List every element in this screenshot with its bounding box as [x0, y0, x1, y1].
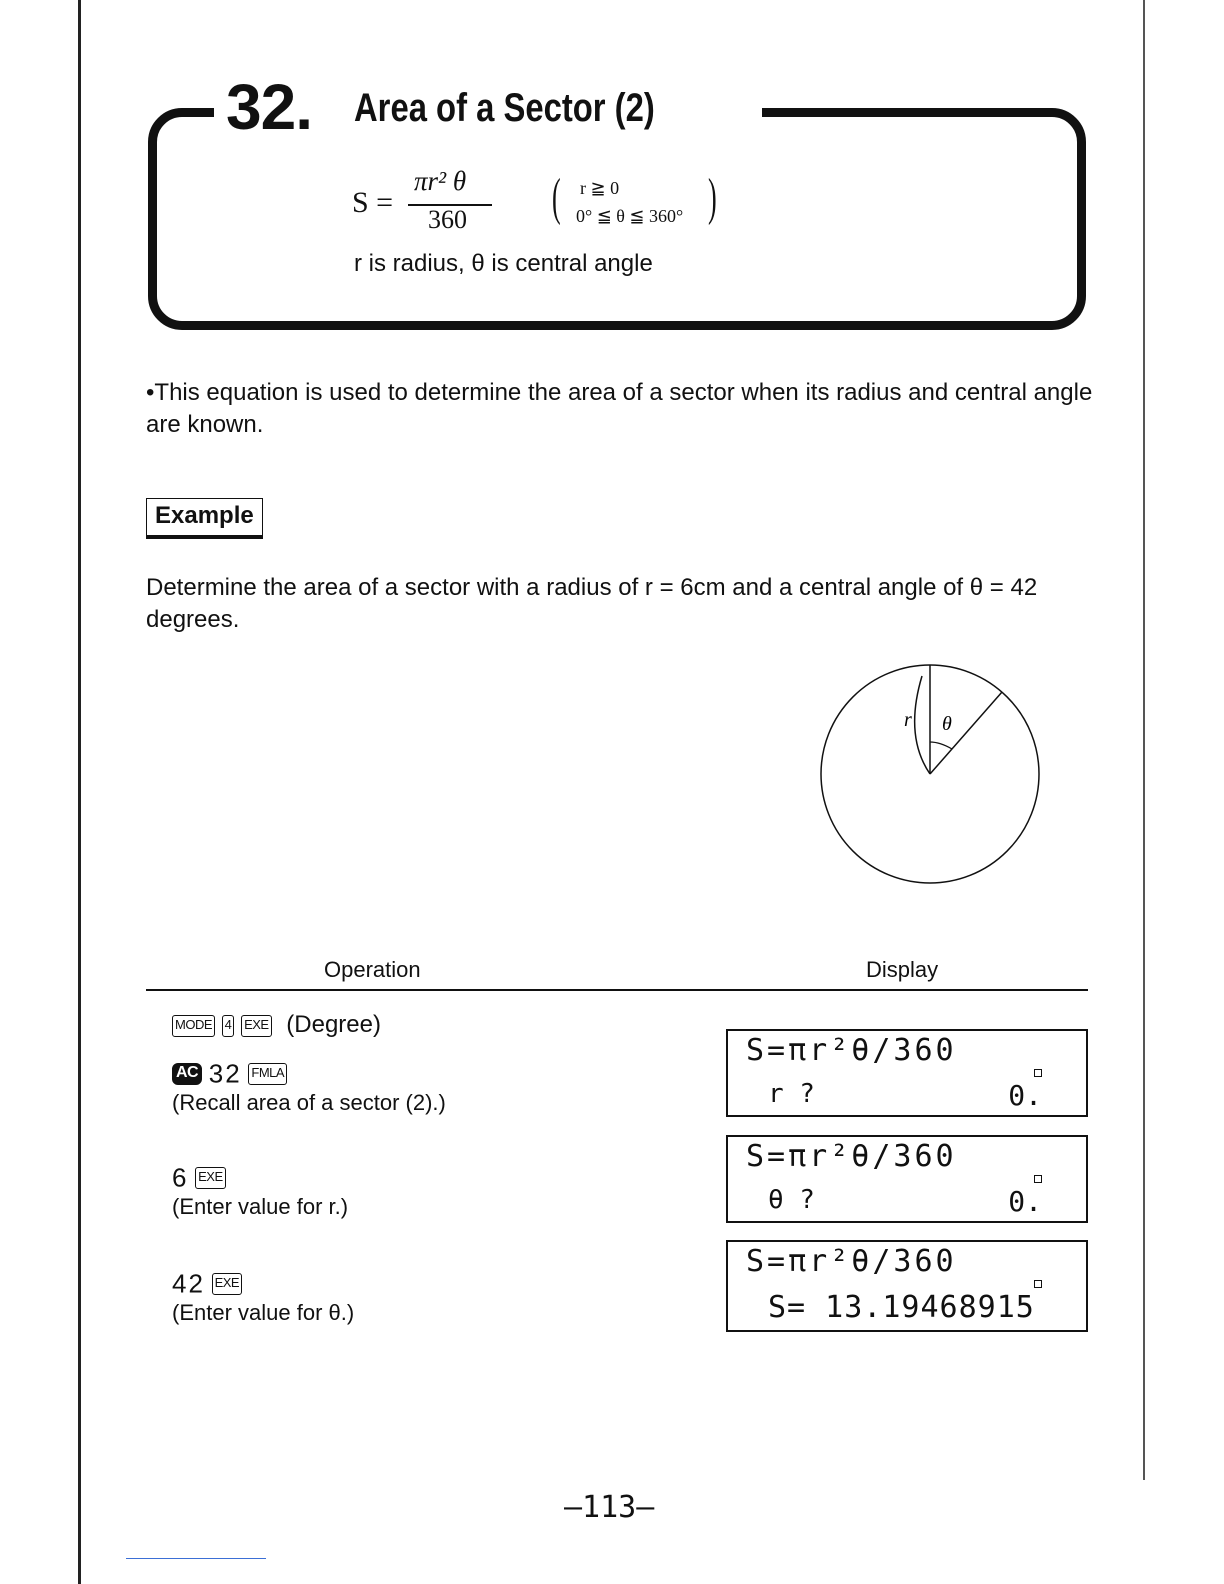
formula-note: r is radius, θ is central angle — [354, 250, 653, 277]
step-recall — [172, 1058, 446, 1117]
display-formula: S=πr²θ/360 — [746, 1139, 957, 1174]
example-label: Example — [146, 498, 263, 539]
display-value: 0. — [1008, 1185, 1042, 1218]
display-result: S= 13.19468915 — [768, 1290, 1035, 1325]
description-text: •This equation is used to determine the area of a sector when its radius and central angle are known. — [146, 379, 1093, 438]
right-margin-rule — [1143, 0, 1145, 1480]
ac-key: AC — [172, 1063, 202, 1085]
condition-radius: r ≧ 0 — [580, 178, 620, 198]
step-recall-note: (Recall area of a sector (2).) — [172, 1089, 446, 1115]
display-indicator-icon — [1034, 1280, 1042, 1288]
exe-key: EXE — [195, 1167, 226, 1189]
radius-brace — [915, 676, 930, 774]
operation-header: Operation — [324, 957, 421, 982]
step-degree-text: (Degree) — [286, 1011, 381, 1038]
bottom-edge-line — [126, 1558, 266, 1559]
display-value: 0. — [1008, 1079, 1042, 1112]
formula-denominator: 360 — [428, 205, 467, 234]
display-formula: S=πr²θ/360 — [746, 1033, 957, 1068]
display-indicator-icon — [1034, 1069, 1042, 1077]
condition-paren-right: ) — [708, 169, 717, 226]
left-margin-rule — [78, 0, 81, 1584]
table-header-rule — [146, 989, 1088, 991]
example-problem: Determine the area of a sector with a radius of r = 6cm and a central angle of θ = 42 degrees. — [146, 574, 1038, 633]
calculator-display-1 — [726, 1029, 1088, 1117]
radius-line-angled — [930, 692, 1002, 774]
display-indicator-icon — [1034, 1175, 1042, 1183]
display-prompt: r ? — [768, 1079, 815, 1109]
page-number: —113— — [564, 1490, 655, 1525]
angle-arc — [930, 742, 952, 749]
angle-label: θ — [942, 713, 952, 735]
section-number: 32. — [226, 71, 312, 143]
radius-entry: 6 — [172, 1162, 189, 1193]
formula-lhs: S = — [352, 186, 394, 219]
display-formula: S=πr²θ/360 — [746, 1244, 957, 1279]
step-degree — [172, 1010, 381, 1040]
step-angle-note: (Enter value for θ.) — [172, 1299, 355, 1325]
exe-key: EXE — [212, 1273, 243, 1295]
calculator-display-2 — [726, 1135, 1088, 1223]
step-radius-note: (Enter value for r.) — [172, 1193, 349, 1219]
display-prompt: θ ? — [768, 1185, 815, 1215]
condition-paren-left: ( — [552, 169, 561, 226]
exe-key: EXE — [241, 1015, 272, 1037]
radius-label: r — [904, 709, 912, 731]
sector-diagram — [812, 656, 1052, 896]
formula-numerator: πr² θ — [414, 166, 467, 196]
mode-key: MODE — [172, 1015, 215, 1037]
formula-number-entry: 32 — [208, 1058, 242, 1089]
fmla-key: FMLA — [248, 1063, 287, 1085]
step-enter-radius — [172, 1162, 348, 1221]
section-title: Area of a Sector (2) — [354, 86, 655, 130]
four-key: 4 — [222, 1015, 235, 1037]
calculator-display-3 — [726, 1240, 1088, 1332]
display-header: Display — [866, 957, 939, 982]
angle-entry: 42 — [172, 1268, 205, 1299]
condition-angle: 0° ≦ θ ≦ 360° — [576, 206, 684, 226]
step-enter-angle — [172, 1268, 354, 1327]
